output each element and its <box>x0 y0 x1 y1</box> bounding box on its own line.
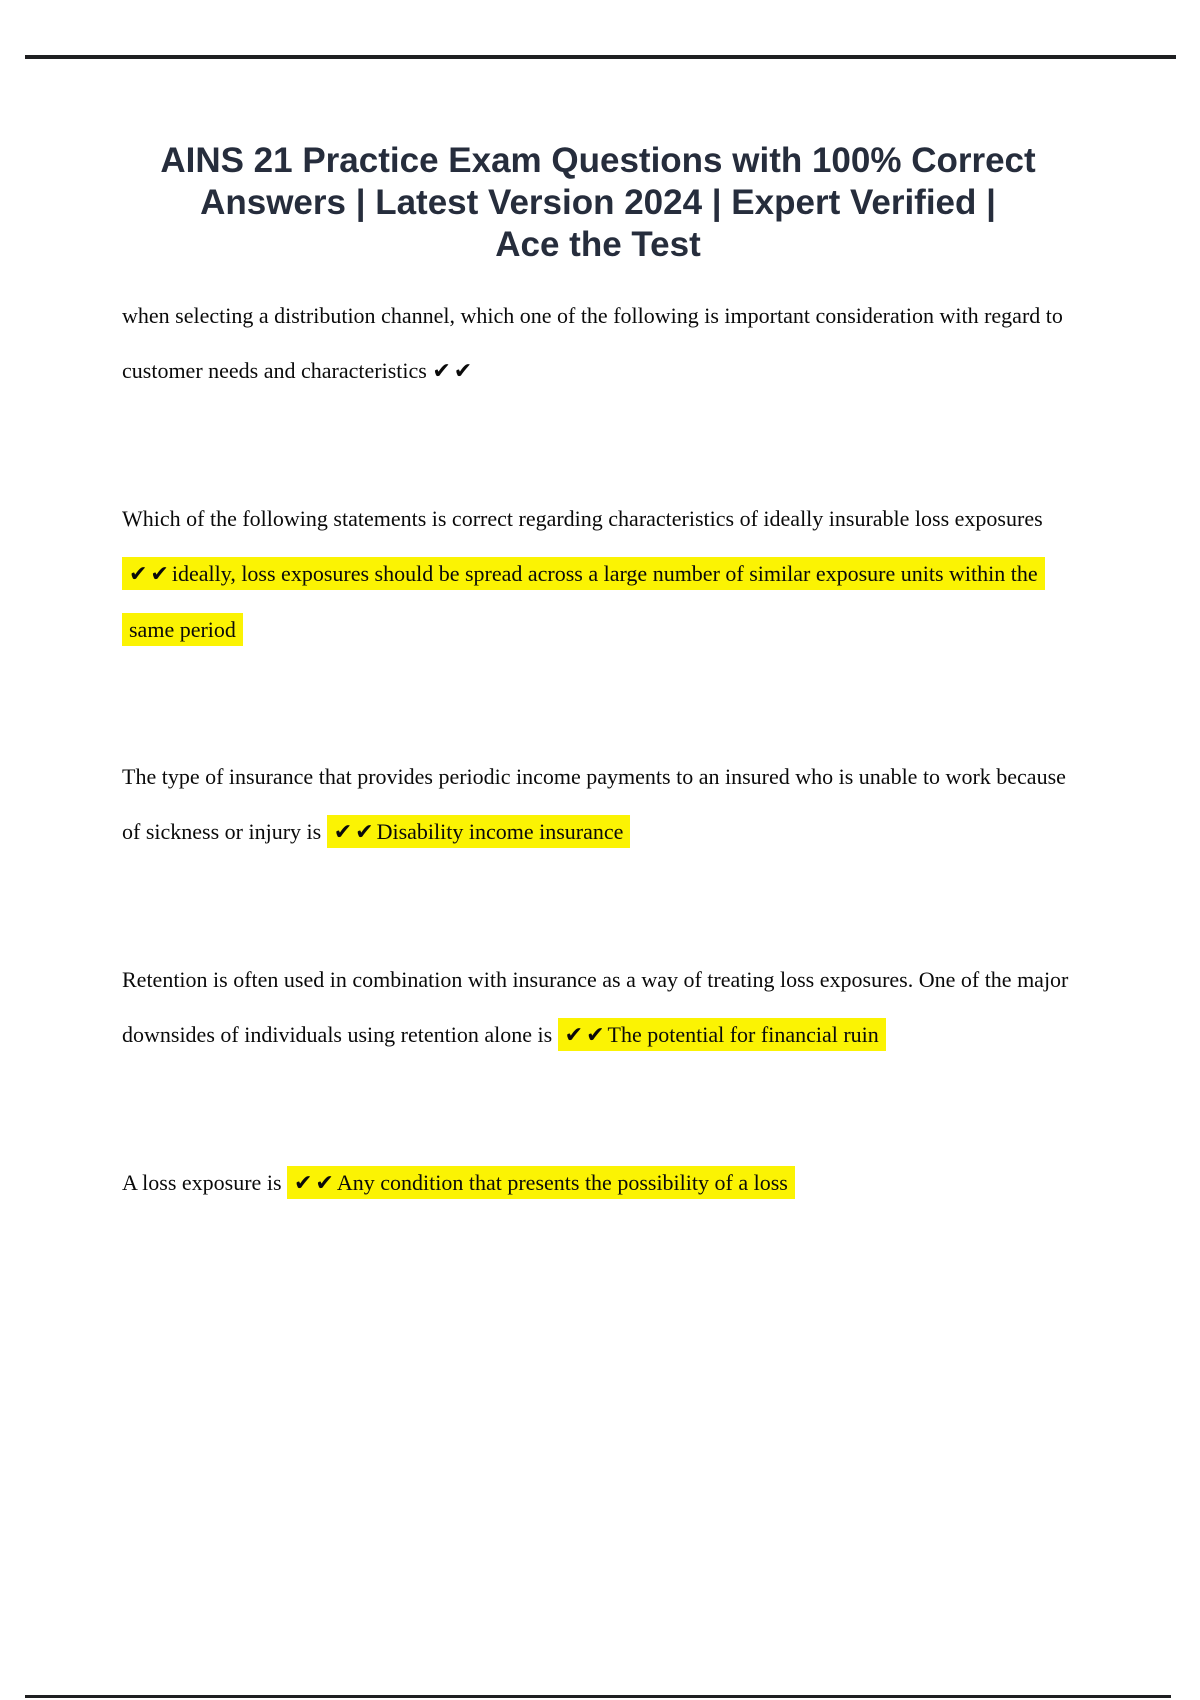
highlighted-answer <box>558 1018 886 1051</box>
top-divider <box>25 55 1176 59</box>
page-title-line-2: Answers | Latest Version 2024 | Expert Verified | <box>200 183 996 222</box>
highlighted-answer <box>327 815 631 848</box>
qa-item-3 <box>122 749 1088 860</box>
highlighted-answer <box>287 1166 795 1199</box>
qa-item-4 <box>122 952 1088 1063</box>
answer-text: Any condition that presents the possibility of a loss <box>336 1170 788 1195</box>
qa-list <box>122 288 1088 1211</box>
qa-item-2 <box>122 491 1088 657</box>
answer-text: The potential for financial ruin <box>607 1022 879 1047</box>
question-text: A loss exposure is <box>122 1170 282 1195</box>
checkmarks-icon: ✔✔ <box>294 1171 337 1196</box>
page-title-line-1: AINS 21 Practice Exam Questions with 100% Correct <box>160 141 1036 180</box>
bottom-divider <box>25 1695 1171 1698</box>
answer-text: ideally, loss exposures should be spread across a large number of similar exposure units within the same period <box>129 561 1038 642</box>
qa-item-5 <box>122 1155 1088 1211</box>
question-text: Retention is often used in combination with insurance as a way of treating loss exposures. One of the major downsides of individuals using retention alone is <box>122 967 1069 1047</box>
question-text: when selecting a distribution channel, which one of the following is important consideration with regard to customer needs and characteristics <box>122 303 1063 383</box>
qa-item-1 <box>122 288 1088 399</box>
page-title <box>118 140 1078 266</box>
checkmarks-icon: ✔✔ <box>432 359 476 384</box>
page-title-line-3: Ace the Test <box>495 225 701 264</box>
checkmarks-icon: ✔✔ <box>333 820 377 845</box>
question-text: Which of the following statements is correct regarding characteristics of ideally insurable loss exposures <box>122 506 1043 531</box>
answer-text: Disability income insurance <box>376 819 624 844</box>
highlighted-answer <box>122 557 1045 646</box>
checkmarks-icon: ✔✔ <box>129 562 172 587</box>
checkmarks-icon: ✔✔ <box>564 1023 608 1048</box>
question-text: The type of insurance that provides periodic income payments to an insured who is unable to work because of sickness or injury is <box>122 764 1066 844</box>
